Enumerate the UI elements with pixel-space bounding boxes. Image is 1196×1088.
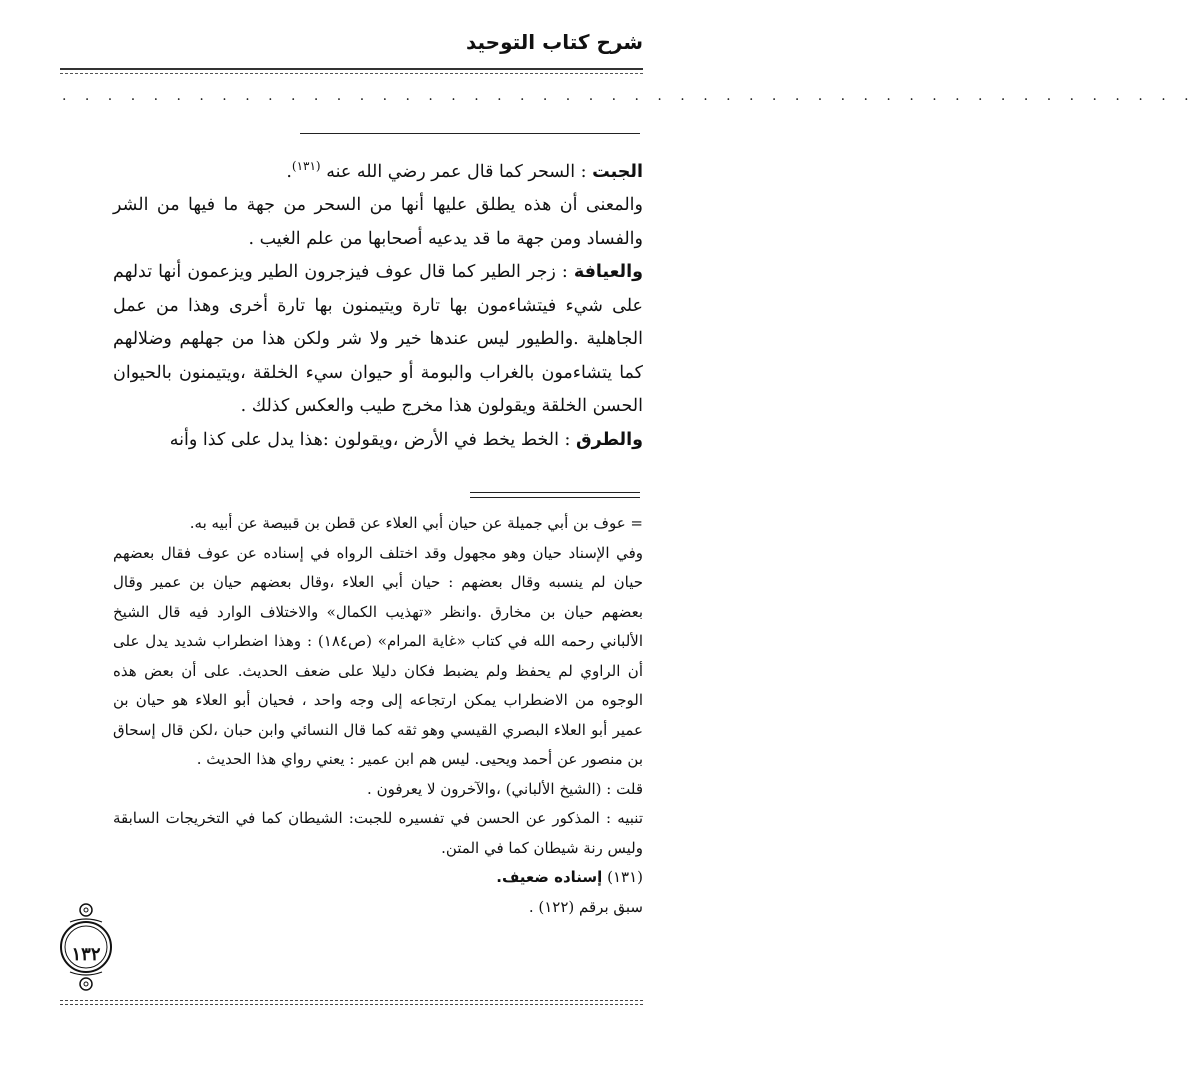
footnote-132: سبق برقم (١٢٢) . [528,897,643,916]
footnotes [113,509,643,922]
paragraph-meaning: والمعنى أن هذه يطلق عليها أنها من السحر من جهة ما فيها من الشر والفساد ومن جهة ما قد يدعيه أصحابها من علم الغيب . [113,195,643,249]
footnote-131-number: (١٣١) [607,868,643,886]
header-rule [60,68,643,70]
paragraph-jibt-text: : السحر كما قال عمر رضي الله عنه [326,161,587,182]
footnote-line: وفي الإسناد حيان وهو مجهول وقد اختلف الرواه في إسناده عن عوف فقال بعضهم حيان لم ينسبه وقال بعضهم : حيان أبي العلاء ،وقال بعضهم حيان بن عمير وقال بعضهم حيان بن مخارق .وانظر «تهذيب الكمال» والاختلاف الوارد فيه قال الشيخ الألباني رحمه الله في كتاب «غاية المرام» (ص١٨٤) : وهذا اضطراب شديد يدل على أن الراوي لم يحفظ ولم يضبط فكان دليلا على ضعف الحديث. على أن بعض هذه الوجوه من الاضطراب يمكن ارتجاعه إلى وجه واحد ، فحيان أبو العلاء هو حيان بن عمير أبو العلاء البصري القيسي وهو ثقه كما قال النسائي وابن حبان ،لكن قال إسحاق بن منصور عن أحمد ويحيى. ليس هم ابن عمير : يعني رواي هذا الحديث . [113,543,643,768]
footer-rule [60,1000,643,1001]
paragraph-tarq-text: : الخط يخط في الأرض ،ويقولون :هذا يدل على كذا وأنه [169,429,571,450]
paragraph-iyafa [113,256,643,424]
paragraph-iyafa-text: : زجر الطير كما قال عوف فيزجرون الطير ويزعمون أنها تدلهم على شيء فيتشاءمون بها تارة ويتيمنون بها تارة أخرى وهذا من عمل الجاهلية .والطيور ليس عندها خير ولا شر ولكن هذا من جهلهم وضلالهم كما يتشاءمون بالغراب والبومة أو حيوان سيء الخلقة ،ويتيمنون بالحيوان الحسن الخلقة ويقولون هذا مخرج طيب والعكس كذلك . [113,262,643,417]
footnote-ref-131: (١٣١) [291,159,321,173]
main-text [113,150,643,457]
footnote-separator [470,492,640,493]
term-tarq: والطرق [575,429,643,450]
footer-rule-2 [60,1004,643,1005]
footnote-line: = عوف بن أبي جميلة عن حيان أبي العلاء عن قطن بن قبيصة عن أبيه به. [189,514,643,532]
paragraph-tarq [113,424,643,458]
footnote-131 [113,863,643,893]
footnote-line: تنبيه : المذكور عن الحسن في تفسيره للجبت: الشيطان كما في التخريجات السابقة وليس رنة شيطان كما في المتن. [113,809,643,857]
footnote-131-text: إسناده ضعيف. [496,868,603,886]
page-number: ١٣٢ [71,943,101,965]
paragraph-jibt: الجبت : السحر كما قال عمر رضي الله عنه $^{(١٣١)}$. [286,159,643,182]
section-rule [300,133,640,134]
term-iyafa: والعيافة [573,262,643,283]
running-header-title: شرح كتاب التوحيد [465,30,643,54]
header-rule-dashed [60,73,643,74]
footnote-line: قلت : (الشيخ الألباني) ،والآخرون لا يعرفون . [367,779,643,798]
footnote-separator-2 [470,497,640,498]
dotted-separator: . . . . . . . . . . . . . . . . . . . . . . . . . . . . . . . . . . . . . . . . . . . . . . . . . . [62,88,1196,104]
term-jibt: الجبت [592,161,643,182]
